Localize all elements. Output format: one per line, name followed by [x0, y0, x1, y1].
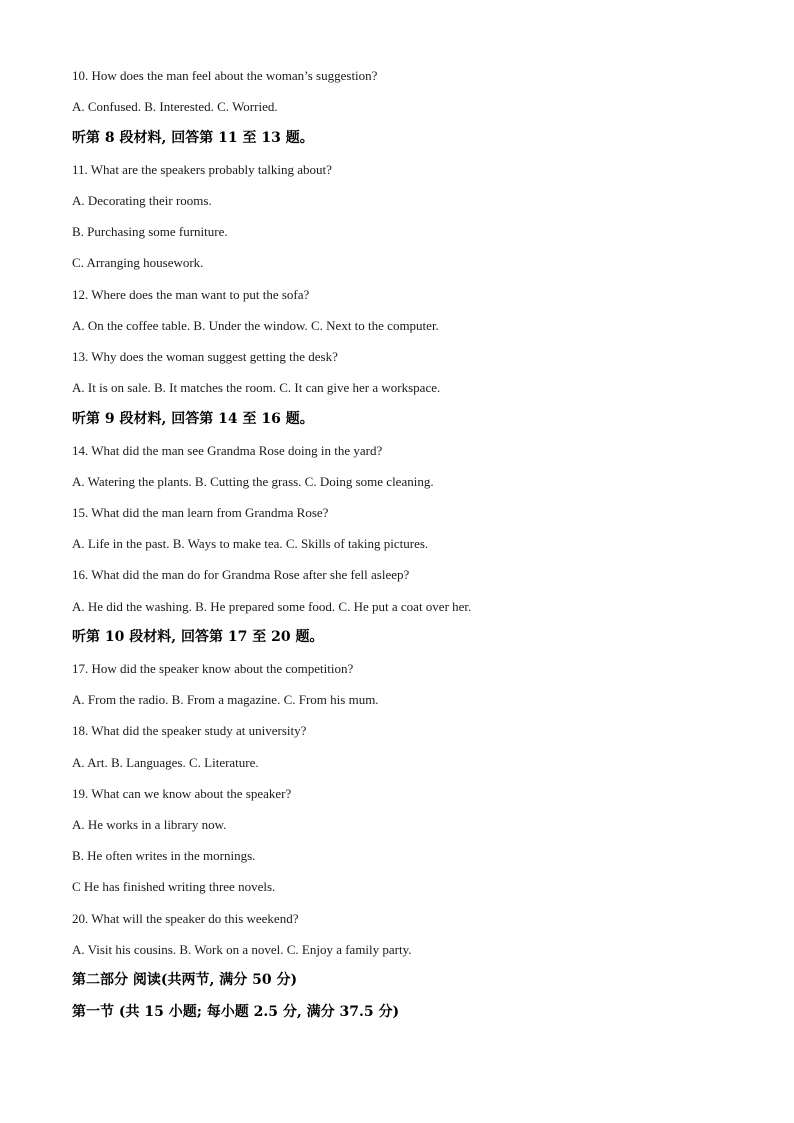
question-14: 14. What did the man see Grandma Rose doing in the yard? — [72, 443, 383, 458]
options-15: A. Life in the past. B. Ways to make tea. C. Skills of taking pictures. — [72, 536, 429, 551]
question-18: 18. What did the speaker study at university? — [72, 723, 307, 738]
options-13: A. It is on sale. B. It matches the room. C. It can give her a workspace. — [72, 380, 441, 395]
question-11: 11. What are the speakers probably talking about? — [72, 162, 332, 177]
option-19-b: B. He often writes in the mornings. — [72, 848, 256, 863]
options-14: A. Watering the plants. B. Cutting the grass. C. Doing some cleaning. — [72, 474, 434, 489]
option-19-a: A. He works in a library now. — [72, 817, 227, 832]
options-18: A. Art. B. Languages. C. Literature. — [72, 755, 259, 770]
option-19-c: C He has finished writing three novels. — [72, 879, 276, 894]
options-17: A. From the radio. B. From a magazine. C. From his mum. — [72, 692, 379, 707]
option-11-a: A. Decorating their rooms. — [72, 193, 212, 208]
section-one-heading: 第一节 (共 15 小题; 每小题 2.5 分, 满分 37.5 分) — [72, 1004, 400, 1020]
option-11-b: B. Purchasing some furniture. — [72, 224, 228, 239]
question-13: 13. Why does the woman suggest getting the desk? — [72, 349, 338, 364]
section-heading-10: 听第 10 段材料, 回答第 17 至 20 题。 — [72, 629, 324, 645]
question-15: 15. What did the man learn from Grandma Rose? — [72, 505, 329, 520]
options-16: A. He did the washing. B. He prepared some food. C. He put a coat over her. — [72, 599, 472, 614]
question-17: 17. How did the speaker know about the competition? — [72, 661, 354, 676]
question-12: 12. Where does the man want to put the sofa? — [72, 287, 310, 302]
question-10: 10. How does the man feel about the woman’s suggestion? — [72, 68, 378, 83]
option-11-c: C. Arranging housework. — [72, 255, 204, 270]
part-two-heading: 第二部分 阅读(共两节, 满分 50 分) — [72, 972, 298, 988]
options-20: A. Visit his cousins. B. Work on a novel. C. Enjoy a family party. — [72, 942, 412, 957]
question-16: 16. What did the man do for Grandma Rose after she fell asleep? — [72, 567, 410, 582]
options-10: A. Confused. B. Interested. C. Worried. — [72, 99, 278, 114]
question-20: 20. What will the speaker do this weekend? — [72, 911, 299, 926]
section-heading-8: 听第 8 段材料, 回答第 11 至 13 题。 — [72, 130, 314, 146]
question-19: 19. What can we know about the speaker? — [72, 786, 292, 801]
options-12: A. On the coffee table. B. Under the window. C. Next to the computer. — [72, 318, 439, 333]
section-heading-9: 听第 9 段材料, 回答第 14 至 16 题。 — [72, 411, 314, 427]
